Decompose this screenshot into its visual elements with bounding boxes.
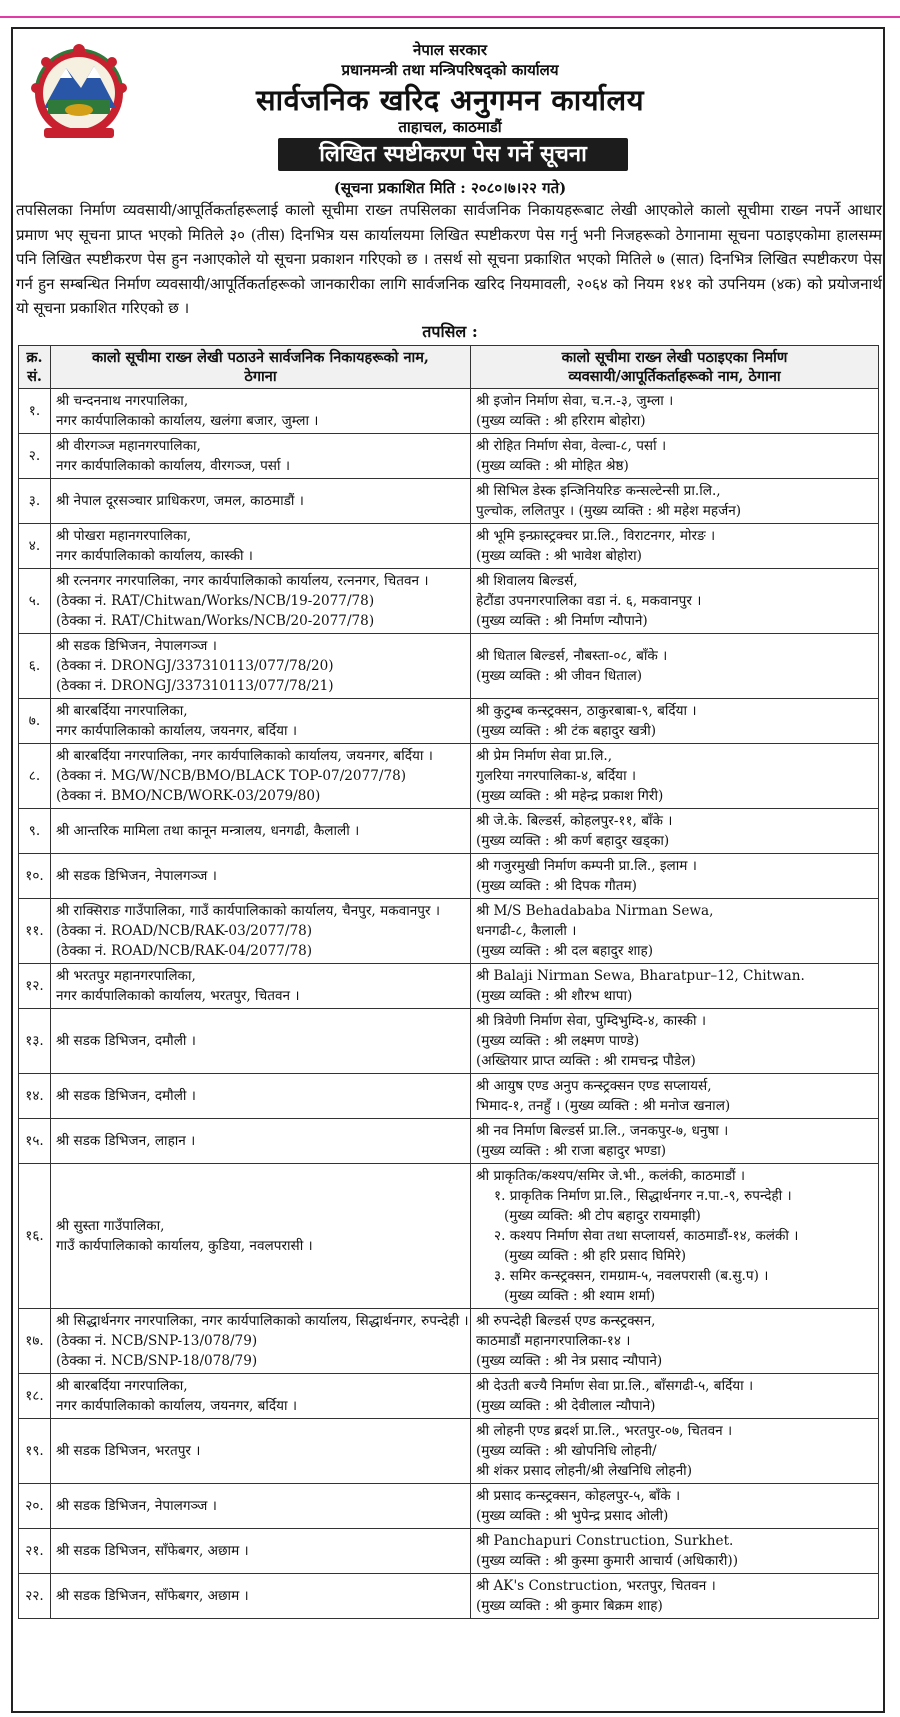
contractor-line: श्री जे.के. बिल्डर्स, कोहलपुर-११, बाँके । bbox=[476, 813, 673, 829]
row-serial-number: १८. bbox=[19, 1374, 51, 1419]
table-row bbox=[19, 854, 879, 899]
row-agency-cell bbox=[51, 899, 471, 964]
row-serial-number: ११. bbox=[19, 899, 51, 964]
table-row bbox=[19, 1419, 879, 1484]
contractor-line: (मुख्य व्यक्ति : श्री टंक बहादुर खत्री) bbox=[476, 723, 657, 739]
header-sn: क्र. सं. bbox=[19, 346, 51, 389]
row-agency-cell bbox=[51, 854, 471, 899]
agency-line: श्री सुस्ता गाउँपालिका, bbox=[56, 1218, 165, 1234]
contractor-line: ३. समिर कन्स्ट्रक्सन, रामग्राम-५, नवलपरासी (ब.सु.प) । bbox=[494, 1268, 769, 1284]
row-agency-cell bbox=[51, 1484, 471, 1529]
contractor-line: श्री रुपन्देही बिल्डर्स एण्ड कन्स्ट्रक्सन, bbox=[476, 1313, 656, 1329]
contractor-line: पुल्चोक, ललितपुर । (मुख्य व्यक्ति : श्री महेश महर्जन) bbox=[476, 503, 742, 519]
row-agency-cell bbox=[51, 1009, 471, 1074]
contractor-line: (मुख्य व्यक्ति : श्री राजा बहादुर भण्डा) bbox=[476, 1143, 667, 1159]
table-row bbox=[19, 1309, 879, 1374]
row-agency-cell bbox=[51, 1309, 471, 1374]
row-serial-number: ६. bbox=[19, 634, 51, 699]
office-name: सार्वजनिक खरिद अनुगमन कार्यालय bbox=[255, 83, 645, 117]
table-row bbox=[19, 1484, 879, 1529]
agency-line: श्री पोखरा महानगरपालिका, bbox=[56, 528, 192, 544]
row-contractor-cell bbox=[471, 1009, 879, 1074]
row-contractor-cell bbox=[471, 569, 879, 634]
row-agency-cell bbox=[51, 744, 471, 809]
row-contractor-cell bbox=[471, 809, 879, 854]
agency-line: श्री राक्सिराङ गाउँपालिका, गाउँ कार्यपालिकाको कार्यालय, चैनपुर, मकवानपुर । bbox=[56, 903, 441, 919]
intro-paragraph: तपसिलका निर्माण व्यवसायी/आपूर्तिकर्ताहरूलाई कालो सूचीमा राख्न तपसिलका सार्वजनिक निकायहरूबाट लेखी आएकोले कालो सूचीमा राख्न नपर्ने आधार प्रमाण भए सूचना प्राप्त भएको मितिले ३० (तीस) दिनभित्र यस कार्यालयमा लिखित स्पष्टीकरण पेस गर्नु भनी निजहरूको ठेगानामा सूचना पठाइएकोमा हालसम्म पनि लिखित स्पष्टीकरण पेस हुन नआएकोले यो सूचना प्रकाशन गरिएको छ । तसर्थ सो सूचना प्रकाशित भएको मितिले ७ (सात) दिनभित्र लिखित स्पष्टीकरण पेस गर्न हुन सम्बन्धित निर्माण व्यवसायी/आपूर्तिकर्ताहरूको जानकारीका लागि सार्वजनिक खरिद नियमावली, २०६४ को नियम १४१ को उपनियम (४क) को प्रयोजनार्थ यो सूचना प्रकाशित गरिएको छ । bbox=[16, 201, 882, 317]
row-serial-number: २. bbox=[19, 434, 51, 479]
row-serial-number: १३. bbox=[19, 1009, 51, 1074]
contractor-line: श्री भूमि इन्फ्रास्ट्रक्चर प्रा.लि., विराटनगर, मोरङ । bbox=[476, 528, 716, 544]
contractor-line: श्री देउती बज्यै निर्माण सेवा प्रा.लि., बाँसगढी-५, बर्दिया । bbox=[476, 1378, 754, 1394]
row-serial-number: १०. bbox=[19, 854, 51, 899]
published-date: (सूचना प्रकाशित मिति : २०८०।७।२२ गते) bbox=[333, 179, 567, 197]
row-contractor-cell bbox=[471, 1484, 879, 1529]
agency-line: श्री भरतपुर महानगरपालिका, bbox=[56, 968, 196, 984]
contractor-line: (मुख्य व्यक्ति : श्री दल बहादुर शाह) bbox=[476, 943, 654, 959]
contractor-line: (मुख्य व्यक्ति : श्री हरिराम बोहोरा) bbox=[476, 413, 646, 429]
agency-line: नगर कार्यपालिकाको कार्यालय, खलंगा बजार, जुम्ला । bbox=[56, 413, 319, 429]
row-serial-number: ८. bbox=[19, 744, 51, 809]
agency-line: श्री चन्दननाथ नगरपालिका, bbox=[56, 393, 189, 409]
row-serial-number: ७. bbox=[19, 699, 51, 744]
agency-line: (ठेक्का नं. ROAD/NCB/RAK-03/2077/78) bbox=[56, 923, 313, 939]
row-agency-cell bbox=[51, 964, 471, 1009]
row-agency-cell bbox=[51, 389, 471, 434]
agency-line: नगर कार्यपालिकाको कार्यालय, वीरगञ्ज, पर्सा । bbox=[56, 458, 290, 474]
table-header-row bbox=[19, 346, 879, 389]
agency-line: श्री बारबर्दिया नगरपालिका, bbox=[56, 703, 188, 719]
row-contractor-cell bbox=[471, 1419, 879, 1484]
top-accent-line bbox=[0, 16, 900, 18]
contractor-line: श्री प्रसाद कन्स्ट्रक्सन, कोहलपुर-५, बाँके । bbox=[476, 1488, 681, 1504]
agency-line: श्री सडक डिभिजन, नेपालगञ्ज । bbox=[56, 638, 217, 654]
agency-line: नगर कार्यपालिकाको कार्यालय, भरतपुर, चितवन । bbox=[56, 988, 300, 1004]
table-row bbox=[19, 389, 879, 434]
agency-line: श्री सडक डिभिजन, लाहान । bbox=[56, 1133, 196, 1149]
contractor-line: (मुख्य व्यक्ति : श्री कुस्मा कुमारी आचार्य (अधिकारी)) bbox=[476, 1553, 739, 1569]
contractor-line: श्री AK's Construction, भरतपुर, चितवन । bbox=[476, 1578, 716, 1594]
contractor-line: धनगढी-८, कैलाली । bbox=[476, 923, 577, 939]
contractor-line: श्री इजोन निर्माण सेवा, च.न.-३, जुम्ला । bbox=[476, 393, 674, 409]
table-row bbox=[19, 1529, 879, 1574]
row-agency-cell bbox=[51, 809, 471, 854]
row-contractor-cell bbox=[471, 389, 879, 434]
row-serial-number: १९. bbox=[19, 1419, 51, 1484]
header-agency: कालो सूचीमा राख्न लेखी पठाउने सार्वजनिक निकायहरूको नाम, ठेगाना bbox=[51, 346, 471, 389]
row-agency-cell bbox=[51, 1529, 471, 1574]
agency-line: श्री सडक डिभिजन, दमौली । bbox=[56, 1088, 196, 1104]
row-agency-cell bbox=[51, 1074, 471, 1119]
row-agency-cell bbox=[51, 1419, 471, 1484]
contractor-line: श्री शंकर प्रसाद लोहनी/श्री लेखनिधि लोहनी) bbox=[476, 1463, 693, 1479]
agency-line: (ठेक्का नं. RAT/Chitwan/Works/NCB/20-2077/78) bbox=[56, 613, 375, 629]
row-serial-number: १२. bbox=[19, 964, 51, 1009]
table-row bbox=[19, 434, 879, 479]
contractor-line: श्री आयुष एण्ड अनुप कन्स्ट्रक्सन एण्ड सप्लायर्स, bbox=[476, 1078, 712, 1094]
agency-line: (ठेक्का नं. NCB/SNP-13/078/79) bbox=[56, 1333, 258, 1349]
agency-line: (ठेक्का नं. ROAD/NCB/RAK-04/2077/78) bbox=[56, 943, 313, 959]
contractor-line: (मुख्य व्यक्ति : श्री मोहित श्रेष्ठ) bbox=[476, 458, 629, 474]
row-contractor-cell bbox=[471, 1074, 879, 1119]
row-serial-number: १. bbox=[19, 389, 51, 434]
agency-line: श्री वीरगञ्ज महानगरपालिका, bbox=[56, 438, 201, 454]
contractor-line: (मुख्य व्यक्ति : श्री जीवन धिताल) bbox=[476, 668, 643, 684]
table-row bbox=[19, 569, 879, 634]
row-agency-cell bbox=[51, 569, 471, 634]
contractor-line: (मुख्य व्यक्ति : श्री कर्ण बहादुर खड्का) bbox=[476, 833, 670, 849]
agency-line: श्री बारबर्दिया नगरपालिका, bbox=[56, 1378, 188, 1394]
row-contractor-cell bbox=[471, 479, 879, 524]
table-row bbox=[19, 1009, 879, 1074]
contractor-line: श्री लोहनी एण्ड ब्रदर्श प्रा.लि., भरतपुर-०७, चितवन । bbox=[476, 1423, 733, 1439]
table-row bbox=[19, 634, 879, 699]
agency-line: (ठेक्का नं. BMO/NCB/WORK-03/2079/80) bbox=[56, 788, 321, 804]
contractor-line: श्री शिवालय बिल्डर्स, bbox=[476, 573, 578, 589]
row-contractor-cell bbox=[471, 1374, 879, 1419]
agency-line: नगर कार्यपालिकाको कार्यालय, जयनगर, बर्दिया । bbox=[56, 1398, 298, 1414]
contractor-line: (मुख्य व्यक्ति : श्री लक्ष्मण पाण्डे) bbox=[476, 1033, 640, 1049]
table-row bbox=[19, 1164, 879, 1309]
row-serial-number: ९. bbox=[19, 809, 51, 854]
row-agency-cell bbox=[51, 634, 471, 699]
agency-line: (ठेक्का नं. MG/W/NCB/BMO/BLACK TOP-07/2077/78) bbox=[56, 768, 407, 784]
row-serial-number: १४. bbox=[19, 1074, 51, 1119]
contractor-line: श्री M/S Behadababa Nirman Sewa, bbox=[476, 903, 714, 919]
row-contractor-cell bbox=[471, 1574, 879, 1619]
agency-line: श्री सडक डिभिजन, नेपालगञ्ज । bbox=[56, 868, 217, 884]
contractor-line: (मुख्य व्यक्ति : श्री निर्माण न्यौपाने) bbox=[476, 613, 648, 629]
row-serial-number: ४. bbox=[19, 524, 51, 569]
row-contractor-cell bbox=[471, 854, 879, 899]
contractor-line: श्री नव निर्माण बिल्डर्स प्रा.लि., जनकपुर-७, धनुषा । bbox=[476, 1123, 729, 1139]
row-agency-cell bbox=[51, 524, 471, 569]
contractor-line: (मुख्य व्यक्ति : श्री महेन्द्र प्रकाश गिरी) bbox=[476, 788, 664, 804]
agency-line: गाउँ कार्यपालिकाको कार्यालय, कुडिया, नवलपरासी । bbox=[56, 1238, 313, 1254]
agency-line: श्री सडक डिभिजन, साँफेबगर, अछाम । bbox=[56, 1543, 249, 1559]
table-row bbox=[19, 479, 879, 524]
row-agency-cell bbox=[51, 1374, 471, 1419]
agency-line: श्री सडक डिभिजन, दमौली । bbox=[56, 1033, 196, 1049]
agency-line: (ठेक्का नं. NCB/SNP-18/078/79) bbox=[56, 1353, 258, 1369]
contractor-line: (मुख्य व्यक्ति : श्री देवीलाल न्यौपाने) bbox=[476, 1398, 656, 1414]
contractor-line: श्री प्रेम निर्माण सेवा प्रा.लि., bbox=[476, 748, 613, 764]
agency-line: श्री सडक डिभिजन, नेपालगञ्ज । bbox=[56, 1498, 217, 1514]
notice-title-banner: लिखित स्पष्टीकरण पेस गर्ने सूचना bbox=[278, 138, 628, 171]
contractor-line: काठमाडौं महानगरपालिका-१४ । bbox=[476, 1333, 631, 1349]
schedule-heading: तपसिल : bbox=[422, 322, 478, 341]
table-row bbox=[19, 744, 879, 809]
row-serial-number: १५. bbox=[19, 1119, 51, 1164]
row-agency-cell bbox=[51, 434, 471, 479]
table-row bbox=[19, 699, 879, 744]
agency-line: श्री सिद्धार्थनगर नगरपालिका, नगर कार्यपालिकाको कार्यालय, सिद्धार्थनगर, रुपन्देही । bbox=[56, 1313, 469, 1329]
row-contractor-cell bbox=[471, 699, 879, 744]
table-row bbox=[19, 524, 879, 569]
row-serial-number: २२. bbox=[19, 1574, 51, 1619]
agency-line: श्री सडक डिभिजन, भरतपुर । bbox=[56, 1443, 201, 1459]
contractor-line: गुलरिया नगरपालिका-४, बर्दिया । bbox=[476, 768, 637, 784]
contractor-line: (मुख्य व्यक्ति : श्री कुमार बिक्रम शाह) bbox=[476, 1598, 663, 1614]
header-contractor: कालो सूचीमा राख्न लेखी पठाइएका निर्माण व्यवसायी/आपूर्तिकर्ताहरूको नाम, ठेगाना bbox=[471, 346, 879, 389]
table-row bbox=[19, 1119, 879, 1164]
table-row bbox=[19, 1574, 879, 1619]
contractor-line: (मुख्य व्यक्ति : श्री श्याम शर्मा) bbox=[504, 1288, 656, 1304]
ministry-name: प्रधानमन्त्री तथा मन्त्रिपरिषद्को कार्यालय bbox=[341, 61, 559, 79]
row-contractor-cell bbox=[471, 634, 879, 699]
table-row bbox=[19, 809, 879, 854]
row-serial-number: ३. bbox=[19, 479, 51, 524]
row-contractor-cell bbox=[471, 1119, 879, 1164]
blacklist-table bbox=[18, 345, 879, 1619]
table-body bbox=[19, 389, 879, 1619]
contractor-line: श्री Panchapuri Construction, Surkhet. bbox=[476, 1533, 734, 1549]
contractor-line: श्री त्रिवेणी निर्माण सेवा, पुम्दिभुम्दि-४, कास्की । bbox=[476, 1013, 706, 1029]
row-agency-cell bbox=[51, 1164, 471, 1309]
contractor-line: २. कश्यप निर्माण सेवा तथा सप्लायर्स, काठमाडौं-१४, कलंकी । bbox=[494, 1228, 799, 1244]
row-agency-cell bbox=[51, 479, 471, 524]
row-contractor-cell bbox=[471, 964, 879, 1009]
table-row bbox=[19, 1074, 879, 1119]
agency-line: श्री बारबर्दिया नगरपालिका, नगर कार्यपालिकाको कार्यालय, जयनगर, बर्दिया । bbox=[56, 748, 433, 764]
row-serial-number: १७. bbox=[19, 1309, 51, 1374]
contractor-line: श्री धिताल बिल्डर्स, नौबस्ता-०८, बाँके । bbox=[476, 648, 668, 664]
row-contractor-cell bbox=[471, 1529, 879, 1574]
table-row bbox=[19, 964, 879, 1009]
agency-line: (ठेक्का नं. RAT/Chitwan/Works/NCB/19-2077/78) bbox=[56, 593, 375, 609]
contractor-line: श्री गजुरमुखी निर्माण कम्पनी प्रा.लि., इलाम । bbox=[476, 858, 697, 874]
row-serial-number: १६. bbox=[19, 1164, 51, 1309]
row-contractor-cell bbox=[471, 1309, 879, 1374]
row-contractor-cell bbox=[471, 744, 879, 809]
agency-line: नगर कार्यपालिकाको कार्यालय, कास्की । bbox=[56, 548, 253, 564]
agency-line: श्री सडक डिभिजन, साँफेबगर, अछाम । bbox=[56, 1588, 249, 1604]
row-serial-number: २०. bbox=[19, 1484, 51, 1529]
contractor-line: (मुख्य व्यक्ति : श्री शौरभ थापा) bbox=[476, 988, 633, 1004]
contractor-line: श्री रोहित निर्माण सेवा, वेल्वा-८, पर्सा । bbox=[476, 438, 667, 454]
agency-line: श्री नेपाल दूरसञ्चार प्राधिकरण, जमल, काठमाडौं । bbox=[56, 493, 304, 509]
agency-line: श्री आन्तरिक मामिला तथा कानून मन्त्रालय, धनगढी, कैलाली । bbox=[56, 823, 360, 839]
contractor-line: (मुख्य व्यक्ति : श्री हरि प्रसाद घिमिरे) bbox=[504, 1248, 687, 1264]
contractor-line: (मुख्य व्यक्ति : श्री भावेश बोहोरा) bbox=[476, 548, 642, 564]
row-agency-cell bbox=[51, 1574, 471, 1619]
office-location: ताहाचल, काठमाडौं bbox=[398, 118, 502, 136]
contractor-line: श्री Balaji Nirman Sewa, Bharatpur–12, Chitwan. bbox=[476, 968, 805, 984]
contractor-line: श्री सिभिल डेस्क इन्जिनियरिङ कन्सल्टेन्सी प्रा.लि., bbox=[476, 483, 721, 499]
row-agency-cell bbox=[51, 699, 471, 744]
row-serial-number: ५. bbox=[19, 569, 51, 634]
contractor-line: (मुख्य व्यक्ति : श्री नेत्र प्रसाद न्यौपाने) bbox=[476, 1353, 663, 1369]
contractor-line: (मुख्य व्यक्ति : श्री दिपक गौतम) bbox=[476, 878, 637, 894]
agency-line: श्री रत्ननगर नगरपालिका, नगर कार्यपालिकाको कार्यालय, रत्ननगर, चितवन । bbox=[56, 573, 429, 589]
row-contractor-cell bbox=[471, 899, 879, 964]
contractor-line: श्री प्राकृतिक/कश्यप/समिर जे.भी., कलंकी, काठमाडौं । bbox=[476, 1168, 746, 1184]
agency-line: (ठेक्का नं. DRONGJ/337310113/077/78/21) bbox=[56, 678, 334, 694]
contractor-line: १. प्राकृतिक निर्माण प्रा.लि., सिद्धार्थनगर न.पा.-९, रुपन्देही । bbox=[494, 1188, 792, 1204]
contractor-line: हेटौंडा उपनगरपालिका वडा नं. ६, मकवानपुर । bbox=[476, 593, 702, 609]
row-contractor-cell bbox=[471, 524, 879, 569]
contractor-line: भिमाद-१, तनहुँ । (मुख्य व्यक्ति : श्री मनोज खनाल) bbox=[476, 1098, 731, 1114]
row-serial-number: २१. bbox=[19, 1529, 51, 1574]
contractor-line: (मुख्य व्यक्ति: श्री टोप बहादुर रायमाझी) bbox=[504, 1208, 701, 1224]
table-row bbox=[19, 1374, 879, 1419]
agency-line: नगर कार्यपालिकाको कार्यालय, जयनगर, बर्दिया । bbox=[56, 723, 298, 739]
contractor-line: (अख्तियार प्राप्त व्यक्ति : श्री रामचन्द्र पौडेल) bbox=[476, 1053, 696, 1069]
row-contractor-cell bbox=[471, 1164, 879, 1309]
table-row bbox=[19, 899, 879, 964]
agency-line: (ठेक्का नं. DRONGJ/337310113/077/78/20) bbox=[56, 658, 334, 674]
contractor-line: श्री कुटुम्ब कन्स्ट्रक्सन, ठाकुरबाबा-९, बर्दिया । bbox=[476, 703, 697, 719]
government-name: नेपाल सरकार bbox=[413, 41, 487, 59]
contractor-line: (मुख्य व्यक्ति : श्री भुपेन्द्र प्रसाद ओली) bbox=[476, 1508, 669, 1524]
row-contractor-cell bbox=[471, 434, 879, 479]
row-agency-cell bbox=[51, 1119, 471, 1164]
contractor-line: (मुख्य व्यक्ति : श्री खोपनिधि लोहनी/ bbox=[476, 1443, 657, 1459]
